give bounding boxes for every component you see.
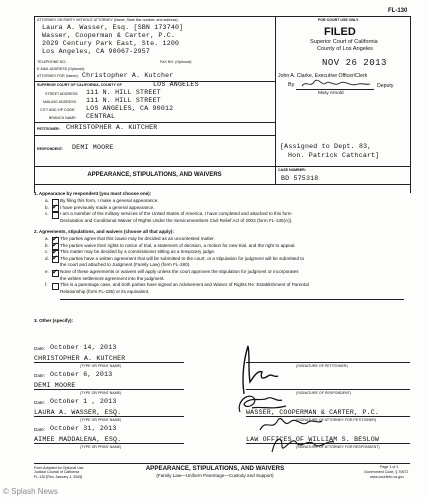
name-caption: (TYPE OR PRINT NAME) — [80, 391, 122, 395]
check-mark-icon: ✔ — [52, 247, 58, 256]
item-text: None of these agreements or waivers will apply unless the court approves the stipulation for judgment or incorporates — [60, 269, 299, 274]
item-text: By filing this form, I make a general appearance. — [60, 198, 159, 203]
item-text: The parties have a written agreement that will be submitted to the court, or a stipulation for judgment will be submitted to — [60, 255, 305, 261]
checkbox[interactable] — [52, 212, 59, 219]
footer-site[interactable]: www.courtinfo.ca.gov — [370, 475, 404, 479]
typed-name: DEMI MOORE — [34, 382, 76, 389]
attorney-respondent-signature — [268, 432, 338, 458]
attorney-line: Los Angeles, CA 90067-2957 — [42, 48, 151, 55]
assigned-line: [Assigned to Dept. 83, — [280, 143, 372, 150]
signature-caption: (SIGNATURE OF ATTORNEY FOR PETITIONER) — [296, 418, 377, 422]
footer-subtitle: (Family Law—Uniform Parentage—Custody and Support) — [156, 473, 274, 478]
form-title: APPEARANCE, STIPULATIONS, AND WAIVERS — [87, 172, 222, 178]
attorney-caption: ATTORNEY OR PARTY WITHOUT ATTORNEY (Name, State Bar number, and address): — [37, 18, 179, 22]
respondent-label: RESPONDENT: — [37, 147, 63, 151]
street-value: 111 N. HILL STREET — [86, 89, 161, 96]
street-label: STREET ADDRESS: — [45, 92, 79, 96]
watermark: © Splash News — [3, 487, 58, 496]
footer-title: APPEARANCE, STIPULATIONS, AND WAIVERS — [145, 465, 285, 472]
case-number-value: BD 575318 — [281, 175, 319, 182]
date-value: October 6, 2013 — [50, 371, 113, 378]
date-value: October 1 , 2013 — [50, 398, 117, 405]
signature-caption: (SIGNATURE OF RESPONDENT) — [296, 391, 352, 395]
court-use-label: FOR COURT USE ONLY — [318, 18, 359, 22]
stamp-by: By — [288, 82, 295, 88]
stamp-filed: FILED — [324, 26, 356, 38]
typed-name: LAURA A. WASSER, ESQ. — [34, 409, 122, 416]
item-letter: c. — [45, 249, 49, 255]
footer-code: Government Code, § 70672 — [364, 470, 409, 474]
signature-caption: (SIGNATURE OF PETITIONER) — [296, 364, 348, 368]
attorney-line: Wasser, Cooperman & Carter, P.C. — [42, 32, 176, 39]
item-letter: c. — [45, 211, 49, 216]
respondent-value: DEMI MOORE — [72, 144, 114, 151]
footer-page: Page 1 of 1 — [380, 465, 399, 469]
item-text: I have previously made a general appearance. — [60, 204, 155, 210]
item-text: I am a member of the military services of the United States of America. I have completed and attached to this form — [60, 211, 292, 216]
attorney-line: Laura A. Wasser, Esq. [SBN 173740] — [42, 24, 184, 31]
section3-heading: 3. Other (specify): — [34, 318, 74, 323]
item-letter: e. — [45, 269, 49, 274]
item-text: The parties agree that this cause may be decided as an uncontested matter. — [60, 236, 215, 241]
checkbox[interactable] — [52, 283, 59, 290]
check-mark-icon: ✔ — [52, 203, 58, 211]
form-number: FL-130 — [388, 8, 408, 14]
item-text: This matter may be decided by a commissioner sitting as a temporary judge. — [60, 249, 216, 255]
date-label: Date: — [34, 400, 45, 405]
check-mark-icon: ✔ — [52, 254, 58, 263]
petitioner-value: CHRISTOPHER A. KUTCHER — [66, 124, 158, 131]
case-number-label: CASE NUMBER: — [278, 168, 306, 172]
date-label: Date: — [34, 427, 45, 432]
name-caption: (TYPE OR PRINT NAME) — [80, 418, 122, 422]
court-county: LOS ANGELES — [153, 81, 199, 88]
item-text: the written settlement agreement into the judgment. — [60, 275, 165, 281]
date-label: Date: — [34, 373, 45, 378]
check-mark-icon: ✔ — [52, 267, 58, 276]
stamp-deputy: Deputy — [377, 83, 394, 89]
date-value: October 14, 2013 — [50, 344, 117, 351]
branch-label: BRANCH NAME: — [49, 116, 77, 120]
item-letter: a. — [45, 236, 49, 241]
fax-label: FAX NO. (Optional): — [160, 60, 192, 64]
city-label: CITY AND ZIP CODE: — [40, 108, 76, 112]
assigned-line: Hon. Patrick Cathcart] — [288, 152, 380, 159]
typed-name: CHRISTOPHER A. KUTCHER — [34, 355, 126, 362]
checkbox[interactable] — [52, 267, 59, 277]
item-text: Relationship (form FL-235) or its equivalent. — [60, 288, 150, 294]
typed-name: AIMEE MADDALENA, ESQ. — [34, 436, 122, 443]
name-caption: (TYPE OR PRINT NAME) — [80, 445, 122, 449]
email-label: E-MAIL ADDRESS (Optional): — [37, 67, 85, 71]
check-mark-icon: ✔ — [52, 241, 58, 250]
footer-form-adopted: Form Adopted for Optional Use Judicial Council of California FL-130 [Rev. January 1, 2005] — [34, 466, 84, 479]
signature-caption: (SIGNATURE OF ATTORNEY FOR RESPONDENT) — [296, 445, 380, 449]
stamp-date: NOV 26 2013 — [322, 58, 387, 68]
court-caption: SUPERIOR COURT OF CALIFORNIA, COUNTY OF — [37, 83, 122, 87]
checkbox[interactable] — [52, 256, 59, 263]
city-value: LOS ANGELES, CA 90012 — [86, 105, 174, 112]
item-letter: d. — [45, 255, 49, 261]
attorney-for-label: ATTORNEY FOR (Name): — [37, 74, 79, 78]
check-mark-icon: ✔ — [52, 234, 58, 243]
stamp-deputy-name: Mary Arnold — [318, 91, 344, 96]
date-value: October 31, 2013 — [50, 425, 117, 432]
item-letter: f. — [45, 282, 48, 288]
attorney-line: 2029 Century Park East, Ste. 1200 — [42, 40, 180, 47]
section1-heading: 1. Appearance by respondent (you must choose one): — [34, 191, 152, 196]
item-text: Declaration and Conditional Waiver of Rights Under the Servicemembers Civil Relief Act of 2003 (form FL-130(A)). — [60, 217, 293, 223]
item-letter: a. — [45, 198, 49, 203]
section2-heading: 2. Agreements, stipulations, and waivers (choose all that apply): — [34, 229, 174, 234]
date-label: Date: — [34, 346, 45, 351]
petitioner-label: PETITIONER: — [37, 127, 60, 131]
name-caption: (TYPE OR PRINT NAME) — [80, 364, 122, 368]
mailing-label: MAILING ADDRESS: — [43, 100, 77, 104]
mailing-value: 111 N. HILL STREET — [86, 97, 161, 104]
item-letter: b. — [45, 242, 49, 248]
stamp-county: County of Los Angeles — [317, 46, 373, 52]
attorney-for-value: Christopher A. Kutcher — [82, 72, 174, 79]
stamp-clerk: John A. Clarke, Executive Officer/Clerk — [278, 73, 368, 79]
item-text: the court and attached to Judgment (Family Law) (form FL-180). — [60, 262, 191, 268]
firm-name: WASSER, COOPERMAN & CARTER, P.C. — [246, 409, 380, 416]
telephone-label: TELEPHONE NO.: — [37, 60, 68, 64]
item-text: The parties waive their rights to notice of trial, a statement of decision, a motion for new trial, and the right to appeal. — [60, 242, 296, 248]
branch-value: CENTRAL — [86, 113, 116, 120]
firm-name: LAW OFFICES OF WILLIAM S. BESLOW — [246, 436, 380, 443]
stamp-court: Superior Court of California — [310, 39, 378, 45]
item-text: This is a parentage case, and both parties have signed an Advisement and Waiver of Rights Re: Establishment of Parental — [60, 282, 309, 288]
item-letter: b. — [45, 204, 49, 210]
